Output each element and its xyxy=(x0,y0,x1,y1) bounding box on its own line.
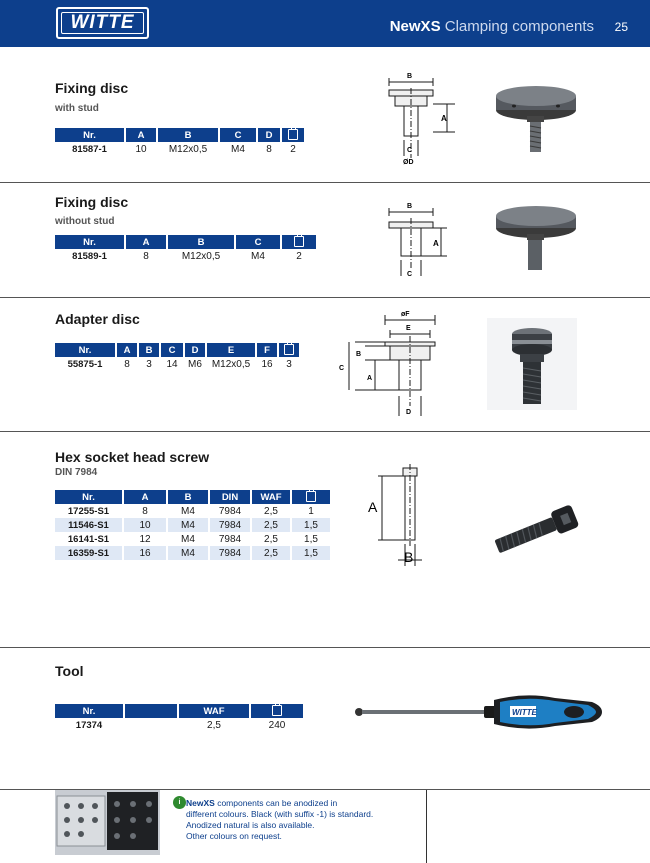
cell: M4 xyxy=(231,143,245,155)
table-row xyxy=(55,504,330,518)
cell: 7984 xyxy=(210,546,250,560)
spec-table xyxy=(53,235,318,263)
col-header: B xyxy=(168,490,208,504)
header-title-bold: NewXS xyxy=(389,18,441,35)
cell: 17255-S1 xyxy=(67,505,110,517)
fixing-disc-drawing xyxy=(385,68,465,170)
cell: 12 xyxy=(139,533,151,545)
col-header: DIN xyxy=(210,490,250,504)
fixing-disc-drawing xyxy=(385,198,465,280)
cell: 2,5 xyxy=(207,719,221,731)
col-header: B xyxy=(168,235,234,249)
col-header: C xyxy=(220,128,256,142)
cell: 10 xyxy=(124,518,166,532)
dim-label: B xyxy=(407,203,413,210)
weight-icon xyxy=(251,704,303,718)
weight-icon xyxy=(282,235,316,249)
table-row xyxy=(55,357,299,371)
fixing-disc-photo xyxy=(490,66,582,156)
header-title-rest: Clamping components xyxy=(444,18,594,35)
cell: 16 xyxy=(124,546,166,560)
col-header: A xyxy=(126,128,156,142)
cell: M4 xyxy=(181,533,195,545)
cell: 81587-1 xyxy=(72,143,107,155)
section-title: Fixing disc xyxy=(55,194,129,210)
cell: 55875-1 xyxy=(67,358,103,370)
cell: 17374 xyxy=(75,719,103,731)
fixing-disc-photo xyxy=(490,204,582,274)
cell: 3 xyxy=(286,358,292,370)
dim-label: ØD xyxy=(403,159,414,166)
col-header: Nr. xyxy=(55,490,122,504)
witte-logo: WITTE xyxy=(56,7,149,39)
cell: 16359-S1 xyxy=(55,546,122,560)
section-subtitle: with stud xyxy=(55,103,99,114)
cell: 240 xyxy=(268,719,286,731)
cell: M4 xyxy=(168,546,208,560)
cell: 1,5 xyxy=(292,518,330,532)
section-subtitle: without stud xyxy=(55,216,115,227)
cell: 2 xyxy=(290,143,296,155)
cell: M12x0,5 xyxy=(181,250,221,262)
cell: 7984 xyxy=(218,533,242,545)
footer-note-line: Anodized natural is also available. xyxy=(186,820,315,830)
weight-icon xyxy=(279,343,299,357)
footer-note-line: Other colours on request. xyxy=(186,831,282,841)
screw-drawing xyxy=(362,462,432,570)
section-divider xyxy=(0,297,650,298)
cell: 1,5 xyxy=(304,533,318,545)
dim-label: C xyxy=(339,365,345,372)
screwdriver-photo xyxy=(350,684,610,740)
dim-label: C xyxy=(407,147,413,154)
weight-icon xyxy=(292,490,330,504)
table-row xyxy=(55,142,304,156)
col-header: Nr. xyxy=(55,343,115,357)
col-header: C xyxy=(161,343,183,357)
footer-note-line: different colours. Black (with suffix -1) is standard. xyxy=(186,809,374,819)
tool-brand: WITTE xyxy=(512,708,537,717)
header-title xyxy=(390,18,594,35)
col-header: C xyxy=(236,235,280,249)
col-header: D xyxy=(185,343,205,357)
cell xyxy=(125,718,177,732)
cell: 8 xyxy=(143,250,149,262)
col-header: Nr. xyxy=(55,128,124,142)
dim-label: A xyxy=(367,375,373,382)
section-title: Fixing disc xyxy=(55,80,129,96)
cell: 2,5 xyxy=(264,533,278,545)
cell: 10 xyxy=(135,143,147,155)
cell: 14 xyxy=(166,358,178,370)
section-title: Adapter disc xyxy=(55,311,140,327)
table-row xyxy=(55,546,330,560)
col-header: Nr. xyxy=(55,235,124,249)
spec-table xyxy=(53,704,305,732)
table-row xyxy=(55,249,316,263)
section-divider xyxy=(0,431,650,432)
dim-label: E xyxy=(406,325,411,332)
table-row xyxy=(55,518,330,532)
cell: M4 xyxy=(181,505,195,517)
cell: 16141-S1 xyxy=(67,533,110,545)
cell: 2,5 xyxy=(252,546,290,560)
cell: 8 xyxy=(124,358,130,370)
col-header: A xyxy=(126,235,166,249)
dim-label: C xyxy=(407,271,413,278)
col-header: A xyxy=(124,490,166,504)
adapter-disc-drawing xyxy=(335,306,445,418)
weight-icon xyxy=(282,128,304,142)
col-header xyxy=(125,704,177,718)
spec-table xyxy=(53,128,306,156)
footer-note xyxy=(186,798,386,842)
footer-note-bold: NewXS xyxy=(186,798,215,808)
table-row xyxy=(55,718,303,732)
section-title: Tool xyxy=(55,663,84,679)
cell: M12x0,5 xyxy=(211,358,251,370)
col-header: WAF xyxy=(252,490,290,504)
spec-table xyxy=(53,343,301,371)
cell: 8 xyxy=(266,143,272,155)
info-icon: i xyxy=(173,796,186,809)
dim-label: A xyxy=(368,499,378,515)
dim-label: D xyxy=(406,409,412,416)
dim-label: B xyxy=(407,73,413,80)
page-header xyxy=(0,0,650,47)
col-header: B xyxy=(139,343,159,357)
cell: 7984 xyxy=(218,505,242,517)
anodized-blocks-photo xyxy=(55,790,160,855)
cell: 3 xyxy=(146,358,152,370)
screw-photo xyxy=(486,500,586,562)
dim-label: B xyxy=(356,351,362,358)
cell: 11546-S1 xyxy=(55,518,122,532)
page-number: 25 xyxy=(614,20,628,34)
cell: 1 xyxy=(308,505,314,517)
footer-note-line: components can be anodized in xyxy=(214,798,338,808)
dim-label: A xyxy=(441,114,447,123)
cell: 2 xyxy=(296,250,302,262)
cell: 7984 xyxy=(210,518,250,532)
col-header: B xyxy=(158,128,218,142)
col-header: WAF xyxy=(179,704,249,718)
adapter-disc-photo xyxy=(487,318,577,410)
section-subtitle: DIN 7984 xyxy=(55,467,98,478)
col-header: A xyxy=(117,343,137,357)
col-header: F xyxy=(257,343,277,357)
cell: M12x0,5 xyxy=(168,143,208,155)
cell: 8 xyxy=(142,505,148,517)
table-row xyxy=(55,532,330,546)
cell: 16 xyxy=(261,358,273,370)
cell: M6 xyxy=(188,358,202,370)
col-header: E xyxy=(207,343,255,357)
cell: 81589-1 xyxy=(72,250,107,262)
cell: M4 xyxy=(168,518,208,532)
section-title: Hex socket head screw xyxy=(55,449,210,465)
section-divider xyxy=(0,182,650,183)
cell: M4 xyxy=(251,250,265,262)
dim-label: B xyxy=(404,549,414,565)
dim-label: A xyxy=(433,239,439,248)
section-divider xyxy=(0,647,650,648)
spec-table xyxy=(53,490,332,560)
cell: 2,5 xyxy=(252,518,290,532)
col-header: D xyxy=(258,128,280,142)
dim-label: øF xyxy=(401,311,410,318)
col-header: Nr. xyxy=(55,704,123,718)
cell: 1,5 xyxy=(292,546,330,560)
cell: 2,5 xyxy=(264,505,278,517)
